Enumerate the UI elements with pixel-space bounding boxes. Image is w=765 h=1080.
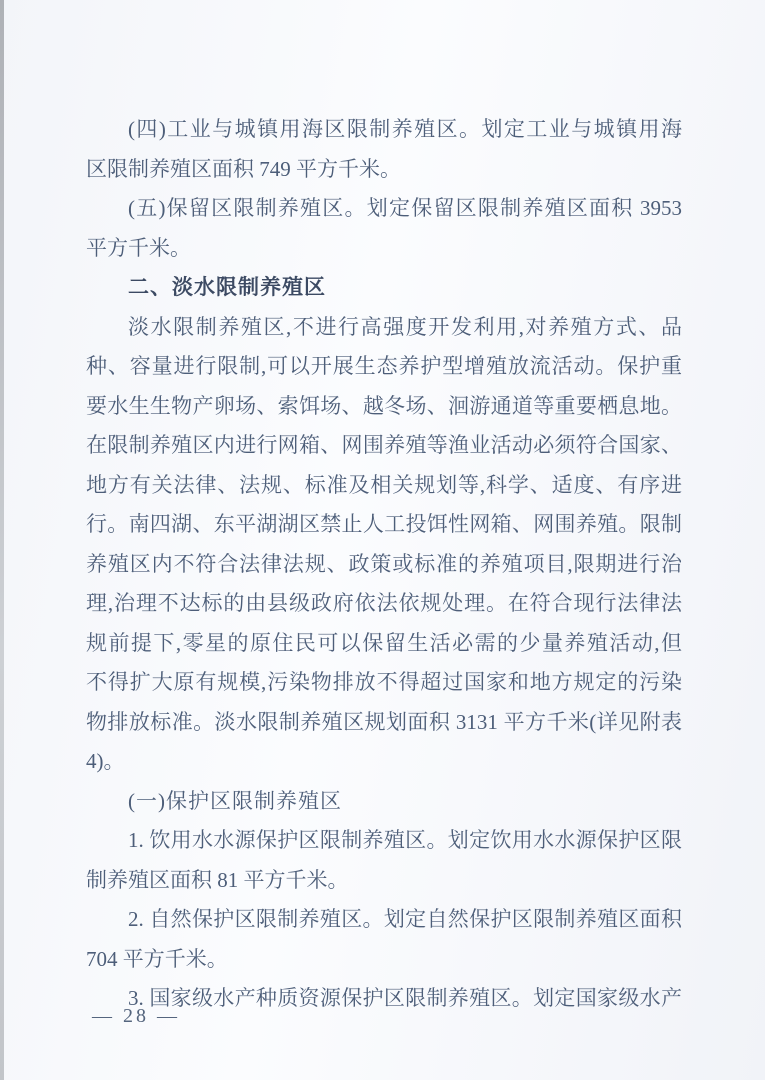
text-line: 行。南四湖、东平湖湖区禁止人工投饵性网箱、网围养殖。限制 [86, 512, 682, 536]
text-line: 淡水限制养殖区,不进行高强度开发利用,对养殖方式、品 [128, 314, 682, 339]
section-heading: 二、淡水限制养殖区 [128, 276, 326, 299]
text-line: 物排放标准。淡水限制养殖区规划面积 3131 平方千米(详见附表 [86, 709, 682, 734]
text-line: 制养殖区面积 81 平方千米。 [86, 867, 349, 892]
scan-edge [0, 0, 4, 1080]
text-line: 地方有关法律、法规、标准及相关规划等,科学、适度、有序进 [86, 472, 682, 497]
text-line: 4)。 [86, 749, 125, 773]
text-line: 养殖区内不符合法律法规、政策或标准的养殖项目,限期进行治 [86, 551, 682, 576]
subsection-heading: (一)保护区限制养殖区 [128, 788, 342, 813]
text-line: 要水生生物产卵场、索饵场、越冬场、洄游通道等重要栖息地。 [86, 393, 682, 418]
text-line: (五)保留区限制养殖区。划定保留区限制养殖区面积 3953 [128, 196, 682, 220]
text-line: 区限制养殖区面积 749 平方千米。 [86, 156, 401, 181]
text-line: 不得扩大原有规模,污染物排放不得超过国家和地方规定的污染 [86, 670, 682, 694]
text-line: 在限制养殖区内进行网箱、网围养殖等渔业活动必须符合国家、 [86, 433, 682, 457]
text-line: (四)工业与城镇用海区限制养殖区。划定工业与城镇用海 [128, 117, 682, 141]
text-line: 3. 国家级水产种质资源保护区限制养殖区。划定国家级水产 [128, 986, 682, 1010]
text-line: 种、容量进行限制,可以开展生态养护型增殖放流活动。保护重 [86, 354, 682, 378]
text-line: 平方千米。 [86, 235, 191, 260]
document-body [86, 110, 682, 1019]
text-line: 2. 自然保护区限制养殖区。划定自然保护区限制养殖区面积 [128, 907, 682, 931]
text-line: 规前提下,零星的原住民可以保留生活必需的少量养殖活动,但 [86, 630, 682, 655]
text-line: 1. 饮用水水源保护区限制养殖区。划定饮用水水源保护区限 [128, 828, 682, 852]
text-line: 理,治理不达标的由县级政府依法依规处理。在符合现行法律法 [86, 591, 682, 615]
text-line: 704 平方千米。 [86, 946, 228, 971]
page-number: — 28 — [92, 1005, 180, 1027]
